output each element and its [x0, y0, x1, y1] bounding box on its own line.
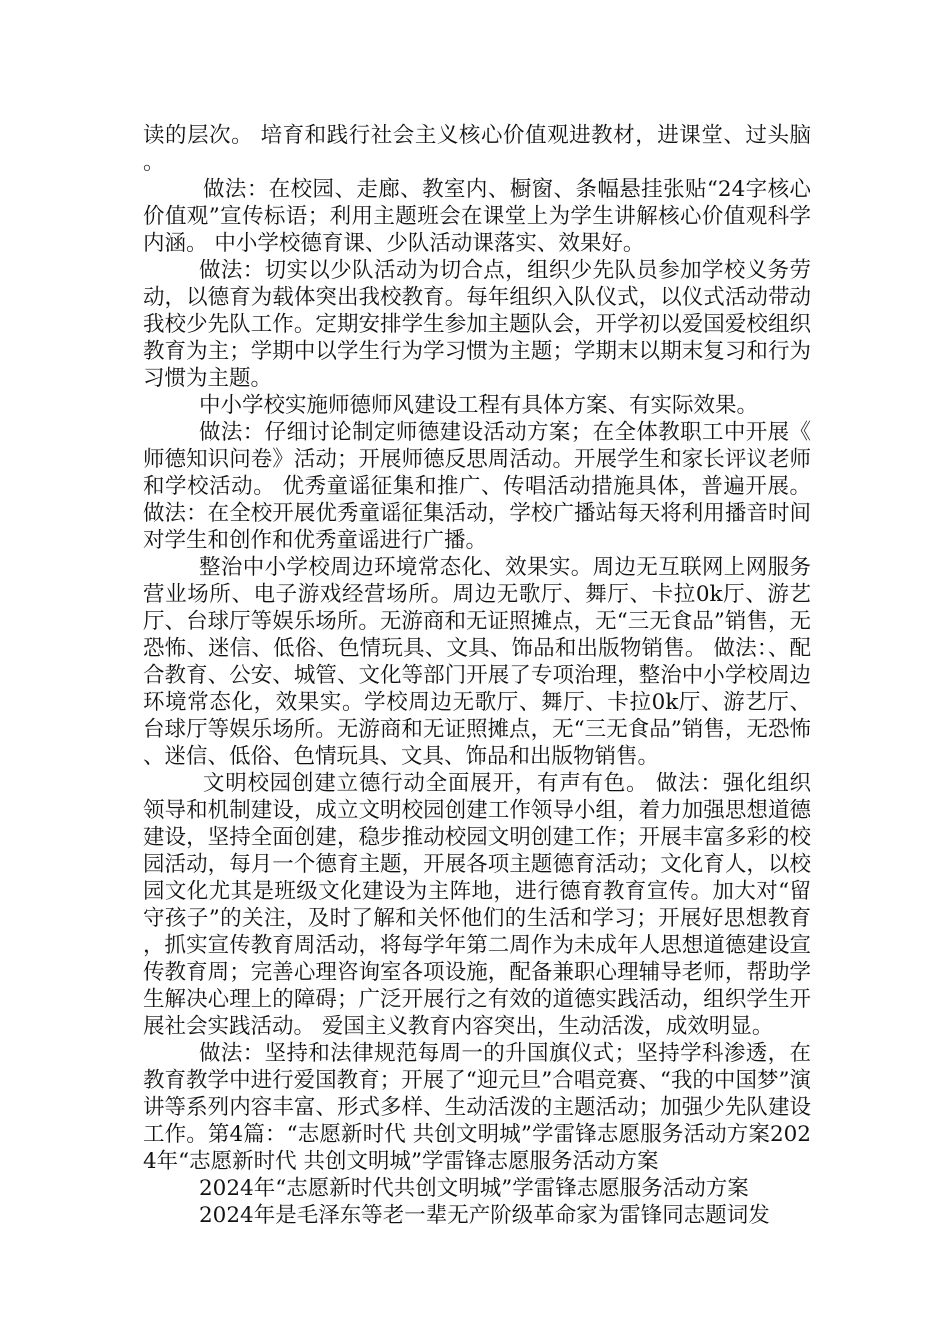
paragraph-10: 2024年是毛泽东等老一辈无产阶级革命家为雷锋同志题词发	[199, 1203, 770, 1228]
paragraph-3: 做法：切实以少队活动为切合点，组织少先队员参加学校义务劳动，以德育为载体突出我校教育。每年组织入队仪式，以仪式活动带动我校少先队工作。定期安排学生参加主题队会，开学初以爱国爱校组织教育为主；学期中以学生行为学习惯为主题；学期末以期末复习和行为习惯为主题。	[143, 258, 811, 391]
paragraph-5: 做法：仔细讨论制定师德建设活动方案；在全体教职工中开展《师德知识问卷》活动；开展师德反思周活动。开展学生和家长评议老师和学校活动。 优秀童谣征集和推广、传唱活动措施具体，普遍开展。 做法：在全校开展优秀童谣征集活动，学校广播站每天将利用播音时间对学生和创作和优秀童谣进行广播。	[143, 420, 811, 553]
paragraph-4: 中小学校实施师德师风建设工程有具体方案、有实际效果。	[199, 393, 759, 418]
paragraph-7: 文明校园创建立德行动全面展开，有声有色。 做法：强化组织领导和机制建设，成立文明校园创建工作领导小组，着力加强思想道德建设，坚持全面创建，稳步推动校园文明创建工作；开展丰富多彩的校园活动，每月一个德育主题，开展各项主题德育活动；文化育人，以校园文化尤其是班级文化建设为主阵地，进行德育教育宣传。加大对“留守孩子”的关注，及时了解和关怀他们的生活和学习；开展好思想教育，抓实宣传教育周活动，将每学年第二周作为未成年人思想道德建设宣传教育周；完善心理咨询室各项设施，配备兼职心理辅导老师，帮助学生解决心理上的障碍；广泛开展行之有效的道德实践活动，组织学生开展社会实践活动。 爱国主义教育内容突出，生动活泼，成效明显。	[143, 771, 811, 1039]
document-page	[143, 122, 811, 1229]
paragraph-2: 做法：在校园、走廊、教室内、橱窗、条幅悬挂张贴“24字核心价值观”宣传标语；利用主题班会在课堂上为学生讲解核心价值观科学内涵。 中小学校德育课、少队活动课落实、效果好。	[143, 177, 811, 256]
paragraph-6: 整治中小学校周边环境常态化、效果实。周边无互联网上网服务营业场所、电子游戏经营场所。周边无歌厅、舞厅、卡拉0k厅、游艺厅、台球厅等娱乐场所。无游商和无证照摊点，无“三无食品”销售，无恐怖、迷信、低俗、色情玩具、文具、饰品和出版物销售。 做法：、配合教育、公安、城管、文化等部门开展了专项治理，整治中小学校周边环境常态化，效果实。学校周边无歌厅、舞厅、卡拉0k厅、游艺厅、台球厅等娱乐场所。无游商和无证照摊点，无“三无食品”销售，无恐怖、迷信、低俗、色情玩具、文具、饰品和出版物销售。	[143, 555, 811, 769]
paragraph-1: 读的层次。 培育和践行社会主义核心价值观进教材，进课堂、过头脑。	[143, 123, 811, 175]
paragraph-9: 2024年“志愿新时代共创文明城”学雷锋志愿服务活动方案	[199, 1176, 749, 1201]
paragraph-8: 做法：坚持和法律规范每周一的升国旗仪式；坚持学科渗透，在教育教学中进行爱国教育；开展了“迎元旦”合唱竞赛、“我的中国梦”演讲等系列内容丰富、形式多样、生动活泼的主题活动；加强少先队建设工作。第4篇：“志愿新时代 共创文明城”学雷锋志愿服务活动方案2024年“志愿新时代 共创文明城”学雷锋志愿服务活动方案	[143, 1041, 811, 1174]
